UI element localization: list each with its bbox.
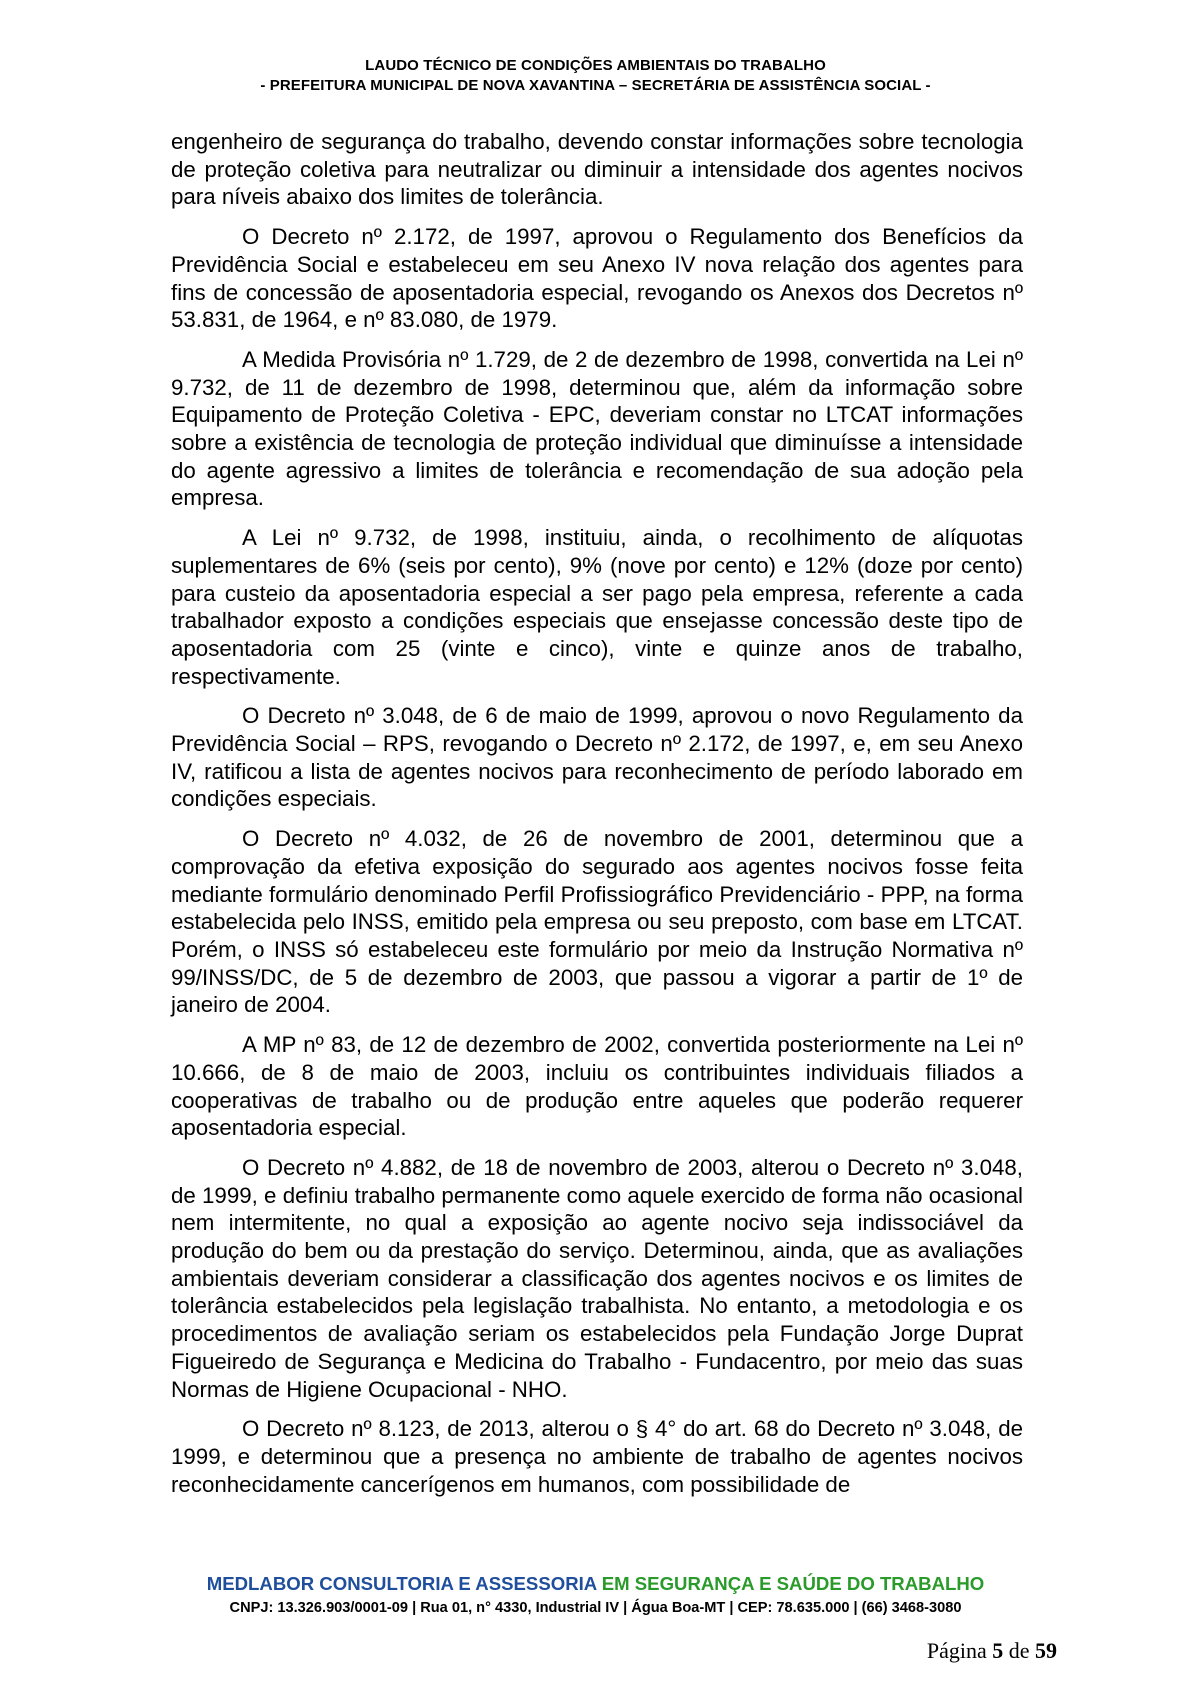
header-title: LAUDO TÉCNICO DE CONDIÇÕES AMBIENTAIS DO TRABALHO bbox=[365, 57, 826, 74]
paragraph-1: engenheiro de segurança do trabalho, devendo constar informações sobre tecnologia de proteção coletiva para neutralizar ou diminuir a intensidade dos agentes nocivos para níveis abaixo dos limites de tolerância. bbox=[171, 129, 1023, 210]
document-header bbox=[0, 56, 1191, 96]
paragraph-7: A MP nº 83, de 12 de dezembro de 2002, convertida posteriormente na Lei nº 10.666, de 8 de maio de 2003, incluiu os contribuintes individuais filiados a cooperativas de trabalho ou de produção entre aqueles que poderão requerer aposentadoria especial. bbox=[171, 1032, 1023, 1141]
paragraph-3: A Medida Provisória nº 1.729, de 2 de dezembro de 1998, convertida na Lei nº 9.732, de 11 de dezembro de 1998, determinou que, além da informação sobre Equipamento de Proteção Coletiva - EPC, deveriam constar no LTCAT informações sobre a existência de tecnologia de proteção individual que diminuísse a intensidade do agente agressivo a limites de tolerância e recomendação de sua adoção pela empresa. bbox=[171, 346, 1023, 511]
paragraph-6: O Decreto nº 4.032, de 26 de novembro de 2001, determinou que a comprovação da efetiva exposição do segurado aos agentes nocivos fosse feita mediante formulário denominado Perfil Profissiográfico Previdenciário - PPP, na forma estabelecida pelo INSS, emitido pela empresa ou seu preposto, com base em LTCAT. Porém, o INSS só estabeleceu este formulário por meio da Instrução Normativa nº 99/INSS/DC, de 5 de dezembro de 2003, que passou a vigorar a partir de 1º de janeiro de 2004. bbox=[171, 826, 1023, 1018]
footer-company-name: MEDLABOR CONSULTORIA E ASSESSORIA bbox=[206, 1573, 602, 1594]
page-total: 59 bbox=[1035, 1638, 1057, 1663]
document-footer bbox=[0, 1573, 1191, 1618]
page-label: Página bbox=[926, 1638, 993, 1663]
paragraph-8: O Decreto nº 4.882, de 18 de novembro de 2003, alterou o Decreto nº 3.048, de 1999, e definiu trabalho permanente como aquele exercido de forma não ocasional nem intermitente, no qual a exposição ao agente nocivo seja indissociável da produção do bem ou da prestação do serviço. Determinou, ainda, que as avaliações ambientais deveriam considerar a classificação dos agentes nocivos e os limites de tolerância estabelecidos pela legislação trabalhista. No entanto, a metodologia e os procedimentos de avaliação seriam os estabelecidos pela Fundação Jorge Duprat Figueiredo de Segurança e Medicina do Trabalho - Fundacentro, por meio das suas Normas de Higiene Ocupacional - NHO. bbox=[171, 1154, 1023, 1402]
paragraph-9: O Decreto nº 8.123, de 2013, alterou o § 4° do art. 68 do Decreto nº 3.048, de 1999, e determinou que a presença no ambiente de trabalho de agentes nocivos reconhecidamente cancerígenos em humanos, com possibilidade de bbox=[171, 1416, 1023, 1497]
footer-company bbox=[0, 1573, 1191, 1595]
page-number bbox=[927, 1638, 1057, 1664]
footer-address: CNPJ: 13.326.903/0001-09 | Rua 01, n° 4330, Industrial IV | Água Boa-MT | CEP: 78.635.000 | (66) 3468-3080 bbox=[229, 1600, 962, 1616]
page-current: 5 bbox=[992, 1638, 1004, 1663]
paragraph-5: O Decreto nº 3.048, de 6 de maio de 1999, aprovou o novo Regulamento da Previdência Social – RPS, revogando o Decreto nº 2.172, de 1997, e, em seu Anexo IV, ratificou a lista de agentes nocivos para reconhecimento de período laborado em condições especiais. bbox=[171, 703, 1023, 812]
page-separator: de bbox=[1003, 1638, 1035, 1663]
header-subtitle: - PREFEITURA MUNICIPAL DE NOVA XAVANTINA – SECRETÁRIA DE ASSISTÊNCIA SOCIAL - bbox=[260, 77, 931, 94]
paragraph-4: A Lei nº 9.732, de 1998, instituiu, ainda, o recolhimento de alíquotas suplementares de 6% (seis por cento), 9% (nove por cento) e 12% (doze por cento) para custeio da aposentadoria especial a ser pago pela empresa, referente a cada trabalhador exposto a condições especiais que ensejasse concessão deste tipo de aposentadoria com 25 (vinte e cinco), vinte e quinze anos de trabalho, respectivamente. bbox=[171, 525, 1023, 689]
paragraph-2: O Decreto nº 2.172, de 1997, aprovou o Regulamento dos Benefícios da Previdência Social e estabeleceu em seu Anexo IV nova relação dos agentes para fins de concessão de aposentadoria especial, revogando os Anexos dos Decretos nº 53.831, de 1964, e nº 83.080, de 1979. bbox=[171, 224, 1023, 333]
footer-company-tagline: EM SEGURANÇA E SAÚDE DO TRABALHO bbox=[601, 1573, 985, 1594]
document-body bbox=[171, 128, 1023, 1510]
